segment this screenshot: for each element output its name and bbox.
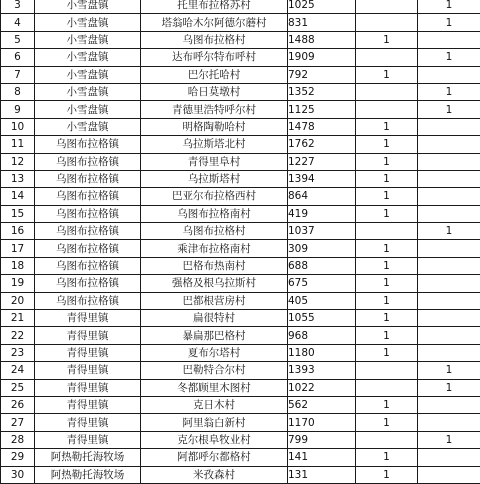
mark-column-2-cell[interactable] [418,275,480,292]
row-index-cell[interactable]: 9 [1,101,35,118]
population-cell[interactable]: 1909 [288,49,356,66]
town-name-cell[interactable]: 乌图布拉格镇 [35,223,141,240]
village-name-cell[interactable]: 克尔根阜牧业村 [141,431,288,448]
town-name-cell[interactable]: 阿热勒托海牧场 [35,449,141,466]
population-cell[interactable]: 1037 [288,223,356,240]
population-cell[interactable]: 675 [288,275,356,292]
table-row [1,275,480,292]
row-index-cell[interactable]: 13 [1,170,35,187]
town-name-cell[interactable]: 小雪盘镇 [35,83,141,100]
table-row [1,292,480,309]
row-index-cell[interactable]: 28 [1,431,35,448]
table-row [1,188,480,205]
population-cell[interactable]: 141 [288,449,356,466]
row-index-cell[interactable]: 10 [1,118,35,135]
table-row [1,153,480,170]
town-name-cell[interactable]: 乌图布拉格镇 [35,275,141,292]
town-name-cell[interactable]: 乌图布拉格镇 [35,257,141,274]
table-row [1,379,480,396]
row-index-cell[interactable]: 15 [1,205,35,222]
table-row [1,431,480,448]
row-index-cell[interactable]: 23 [1,344,35,361]
mark-column-1-cell[interactable]: 1 [356,466,418,483]
row-index-cell[interactable]: 18 [1,257,35,274]
mark-column-1-cell[interactable] [356,14,418,31]
population-cell[interactable]: 1180 [288,344,356,361]
population-cell[interactable]: 1025 [288,0,356,14]
mark-column-1-cell[interactable] [356,379,418,396]
village-name-cell[interactable]: 克日木村 [141,396,288,413]
mark-column-1-cell[interactable]: 1 [356,31,418,48]
village-name-cell[interactable]: 乘津布拉格南村 [141,240,288,257]
village-name-cell[interactable]: 青得里阜村 [141,153,288,170]
row-index-cell[interactable]: 24 [1,362,35,379]
mark-column-1-cell[interactable]: 1 [356,153,418,170]
mark-column-1-cell[interactable]: 1 [356,136,418,153]
table-row [1,396,480,413]
table-row [1,449,480,466]
mark-column-2-cell[interactable]: 1 [418,49,480,66]
mark-column-1-cell[interactable]: 1 [356,414,418,431]
town-name-cell[interactable]: 青得里镇 [35,327,141,344]
population-cell[interactable]: 864 [288,188,356,205]
population-cell[interactable]: 968 [288,327,356,344]
town-name-cell[interactable]: 乌图布拉格镇 [35,136,141,153]
row-index-cell[interactable]: 4 [1,14,35,31]
village-name-cell[interactable]: 暴扁那巴格村 [141,327,288,344]
mark-column-2-cell[interactable] [418,118,480,135]
population-cell[interactable]: 1125 [288,101,356,118]
village-name-cell[interactable]: 阿里翁白新村 [141,414,288,431]
town-name-cell[interactable]: 小雪盘镇 [35,49,141,66]
row-index-cell[interactable]: 11 [1,136,35,153]
mark-column-2-cell[interactable] [418,310,480,327]
town-name-cell[interactable]: 小雪盘镇 [35,0,141,14]
table-row [1,170,480,187]
mark-column-2-cell[interactable] [418,292,480,309]
mark-column-2-cell[interactable] [418,344,480,361]
mark-column-1-cell[interactable]: 1 [356,344,418,361]
population-cell[interactable]: 1352 [288,83,356,100]
mark-column-2-cell[interactable]: 1 [418,83,480,100]
population-cell[interactable]: 1055 [288,310,356,327]
table-row [1,327,480,344]
mark-column-2-cell[interactable]: 1 [418,14,480,31]
town-name-cell[interactable]: 小雪盘镇 [35,101,141,118]
table-row [1,136,480,153]
mark-column-1-cell[interactable]: 1 [356,240,418,257]
row-index-cell[interactable]: 8 [1,83,35,100]
mark-column-2-cell[interactable]: 1 [418,362,480,379]
mark-column-2-cell[interactable]: 1 [418,223,480,240]
population-cell[interactable]: 1227 [288,153,356,170]
village-name-cell[interactable]: 乌拉斯塔村 [141,170,288,187]
table-row [1,49,480,66]
population-cell[interactable]: 131 [288,466,356,483]
village-name-cell[interactable]: 巴格布热南村 [141,257,288,274]
mark-column-1-cell[interactable] [356,223,418,240]
population-cell[interactable]: 792 [288,66,356,83]
population-cell[interactable]: 1022 [288,379,356,396]
mark-column-1-cell[interactable]: 1 [356,257,418,274]
population-cell[interactable]: 1393 [288,362,356,379]
village-name-cell[interactable]: 明格陶勒哈村 [141,118,288,135]
row-index-cell[interactable]: 27 [1,414,35,431]
row-index-cell[interactable]: 21 [1,310,35,327]
town-name-cell[interactable]: 小雪盘镇 [35,66,141,83]
village-name-cell[interactable]: 塔翁哈木尔阿德尔蘑村 [141,14,288,31]
mark-column-2-cell[interactable] [418,466,480,483]
table-row [1,31,480,48]
town-name-cell[interactable]: 小雪盘镇 [35,118,141,135]
row-index-cell[interactable]: 14 [1,188,35,205]
mark-column-2-cell[interactable] [418,31,480,48]
village-name-cell[interactable]: 青德里浩特呼尔村 [141,101,288,118]
mark-column-2-cell[interactable] [418,153,480,170]
mark-column-2-cell[interactable]: 1 [418,431,480,448]
row-index-cell[interactable]: 22 [1,327,35,344]
mark-column-1-cell[interactable] [356,49,418,66]
mark-column-1-cell[interactable]: 1 [356,205,418,222]
village-name-cell[interactable]: 哈日莫墩村 [141,83,288,100]
mark-column-2-cell[interactable] [418,257,480,274]
row-index-cell[interactable]: 17 [1,240,35,257]
row-index-cell[interactable]: 19 [1,275,35,292]
mark-column-1-cell[interactable]: 1 [356,327,418,344]
mark-column-2-cell[interactable] [418,449,480,466]
row-index-cell[interactable]: 25 [1,379,35,396]
population-cell[interactable]: 1170 [288,414,356,431]
mark-column-1-cell[interactable]: 1 [356,188,418,205]
mark-column-1-cell[interactable]: 1 [356,449,418,466]
town-name-cell[interactable]: 乌图布拉格镇 [35,170,141,187]
town-name-cell[interactable]: 青得里镇 [35,362,141,379]
mark-column-2-cell[interactable]: 1 [418,101,480,118]
table-row [1,83,480,100]
mark-column-1-cell[interactable]: 1 [356,310,418,327]
population-cell[interactable]: 1478 [288,118,356,135]
population-cell[interactable]: 1488 [288,31,356,48]
row-index-cell[interactable]: 5 [1,31,35,48]
table-row [1,414,480,431]
village-name-cell[interactable]: 巴尔托哈村 [141,66,288,83]
town-name-cell[interactable]: 乌图布拉格镇 [35,205,141,222]
row-index-cell[interactable]: 3 [1,0,35,14]
village-name-cell[interactable]: 扁很特村 [141,310,288,327]
table-row [1,223,480,240]
mark-column-2-cell[interactable] [418,205,480,222]
town-name-cell[interactable]: 乌图布拉格镇 [35,153,141,170]
village-name-cell[interactable]: 强格及根乌拉斯村 [141,275,288,292]
mark-column-1-cell[interactable] [356,101,418,118]
population-cell[interactable]: 1394 [288,170,356,187]
village-name-cell[interactable]: 阿都呼尔都格村 [141,449,288,466]
town-name-cell[interactable]: 乌图布拉格镇 [35,240,141,257]
table-row [1,240,480,257]
table-row [1,362,480,379]
town-name-cell[interactable]: 青得里镇 [35,379,141,396]
mark-column-2-cell[interactable] [418,66,480,83]
mark-column-1-cell[interactable] [356,431,418,448]
mark-column-1-cell[interactable]: 1 [356,396,418,413]
mark-column-1-cell[interactable]: 1 [356,292,418,309]
village-name-cell[interactable]: 乌图布拉格村 [141,31,288,48]
village-name-cell[interactable]: 巴勒特合尔村 [141,362,288,379]
town-name-cell[interactable]: 乌图布拉格镇 [35,292,141,309]
table-row [1,0,480,14]
town-name-cell[interactable]: 乌图布拉格镇 [35,188,141,205]
mark-column-2-cell[interactable] [418,396,480,413]
table-row [1,101,480,118]
village-name-cell[interactable]: 巴亚尔布拉格西村 [141,188,288,205]
table-row [1,118,480,135]
row-index-cell[interactable]: 7 [1,66,35,83]
table-row [1,14,480,31]
mark-column-2-cell[interactable] [418,240,480,257]
table-row [1,466,480,483]
town-name-cell[interactable]: 青得里镇 [35,310,141,327]
town-name-cell[interactable]: 小雪盘镇 [35,14,141,31]
population-cell[interactable]: 419 [288,205,356,222]
table-row [1,257,480,274]
mark-column-2-cell[interactable]: 1 [418,0,480,14]
population-cell[interactable]: 1762 [288,136,356,153]
population-cell[interactable]: 405 [288,292,356,309]
village-name-cell[interactable]: 托里布拉格苏村 [141,0,288,14]
mark-column-1-cell[interactable]: 1 [356,170,418,187]
town-name-cell[interactable]: 阿热勒托海牧场 [35,466,141,483]
town-name-cell[interactable]: 青得里镇 [35,414,141,431]
row-index-cell[interactable]: 6 [1,49,35,66]
row-index-cell[interactable]: 20 [1,292,35,309]
village-name-cell[interactable]: 乌拉斯塔北村 [141,136,288,153]
population-cell[interactable]: 799 [288,431,356,448]
row-index-cell[interactable]: 26 [1,396,35,413]
mark-column-1-cell[interactable]: 1 [356,66,418,83]
town-name-cell[interactable]: 青得里镇 [35,431,141,448]
mark-column-2-cell[interactable] [418,136,480,153]
population-cell[interactable]: 831 [288,14,356,31]
population-cell[interactable]: 309 [288,240,356,257]
mark-column-1-cell[interactable]: 1 [356,118,418,135]
row-index-cell[interactable]: 30 [1,466,35,483]
mark-column-2-cell[interactable] [418,170,480,187]
mark-column-2-cell[interactable] [418,188,480,205]
village-name-cell[interactable]: 米孜森村 [141,466,288,483]
table-row [1,344,480,361]
table-row [1,310,480,327]
town-name-cell[interactable]: 小雪盘镇 [35,31,141,48]
village-name-cell[interactable]: 冬都顾里木图村 [141,379,288,396]
table-row [1,205,480,222]
mark-column-2-cell[interactable] [418,327,480,344]
village-name-cell[interactable]: 达布呼尔特布呼村 [141,49,288,66]
population-cell[interactable]: 688 [288,257,356,274]
mark-column-2-cell[interactable] [418,414,480,431]
town-name-cell[interactable]: 青得里镇 [35,396,141,413]
mark-column-1-cell[interactable] [356,83,418,100]
mark-column-2-cell[interactable]: 1 [418,379,480,396]
village-name-cell[interactable]: 乌图布拉格南村 [141,205,288,222]
table-body [1,0,480,483]
row-index-cell[interactable]: 12 [1,153,35,170]
population-cell[interactable]: 562 [288,396,356,413]
table-row [1,66,480,83]
village-name-cell[interactable]: 乌图布拉格村 [141,223,288,240]
village-name-cell[interactable]: 巴都根营房村 [141,292,288,309]
row-index-cell[interactable]: 16 [1,223,35,240]
mark-column-1-cell[interactable] [356,362,418,379]
village-name-cell[interactable]: 夏布尔塔村 [141,344,288,361]
row-index-cell[interactable]: 29 [1,449,35,466]
mark-column-1-cell[interactable] [356,0,418,14]
mark-column-1-cell[interactable]: 1 [356,275,418,292]
town-name-cell[interactable]: 青得里镇 [35,344,141,361]
